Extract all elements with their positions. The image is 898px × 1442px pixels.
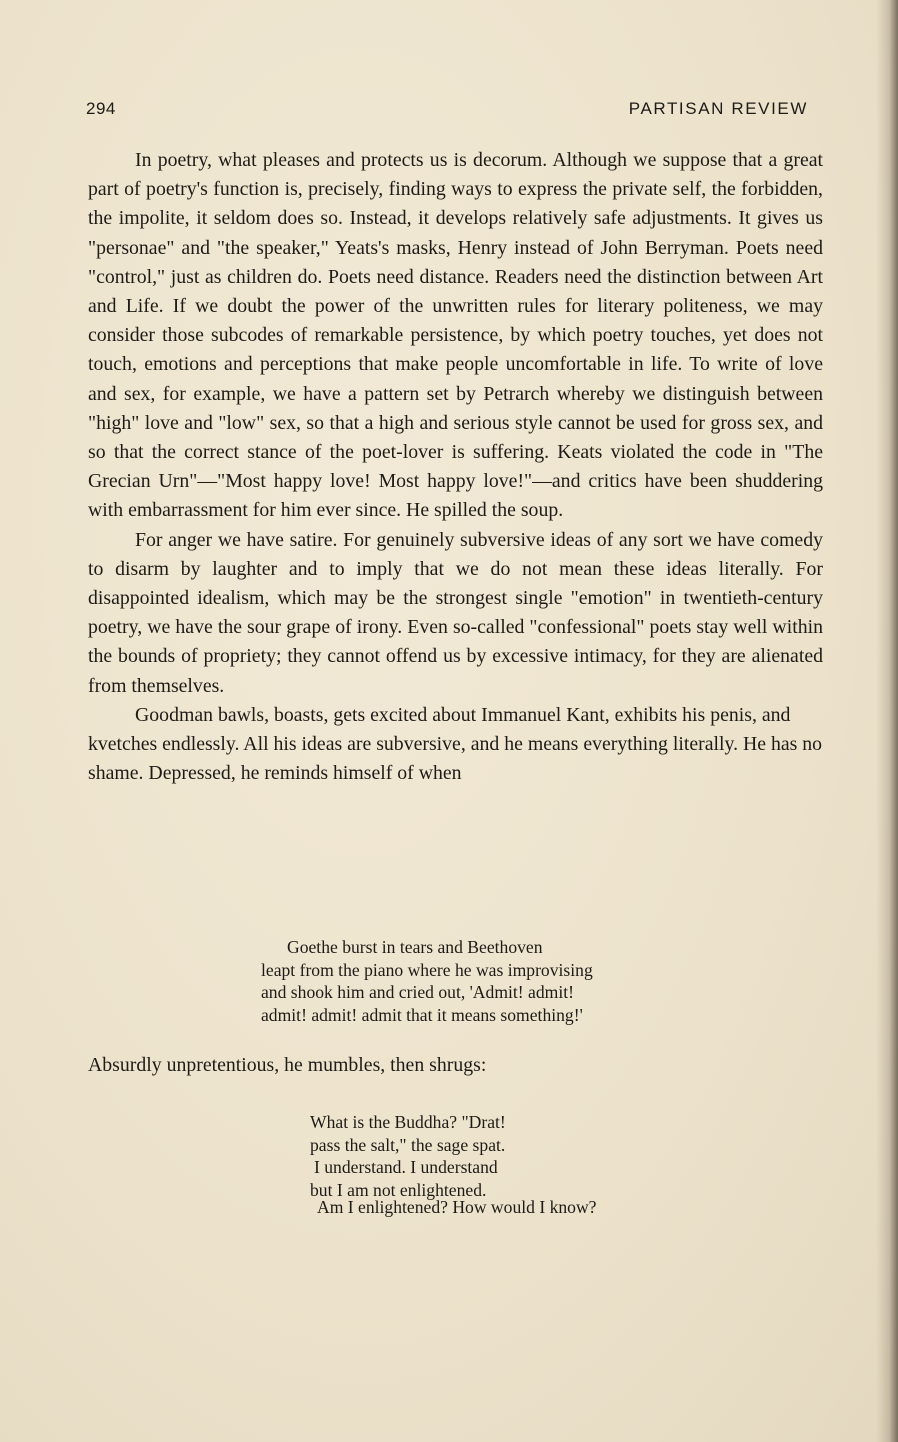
verse-line: Goethe burst in tears and Beethoven <box>287 937 543 957</box>
verse-line: I understand. I understand <box>314 1157 498 1177</box>
verse-line: What is the Buddha? "Drat! <box>310 1112 506 1132</box>
closing-question: Am I enlightened? How would I know? <box>317 1197 597 1217</box>
verse-line: but I am not enlightened. <box>310 1179 487 1200</box>
paragraph: In poetry, what pleases and protects us is decorum. Although we suppose that a great part of poetry's function is, precisely, finding ways to express the private self, the forbidden, the impolite, it seldom does so. Instead, it develops relatively safe adjustments. It gives us "personae" and "the speaker," Yeats's masks, Henry instead of John Berryman. Poets need "control," just as children do. Poets need distance. Readers need the distinction between Art and Life. If we doubt the power of the unwritten rules for literary politeness, we may consider those subcodes of remarkable persistence, by which poetry touches, yet does not touch, emotions and perceptions that make people uncomfortable in life. To write of love and sex, for example, we have a pattern set by Petrarch whereby we distinguish between "high" love and "low" sex, so that a high and serious style cannot be used for gross sex, and so that the correct stance of the poet-lover is suffering. Keats violated the code in "The Grecian Urn"—"Most happy love! Most happy love!"—and critics have been shuddering with embarrassment for him ever since. He spilled the soup. <box>88 149 823 522</box>
verse-line: leapt from the piano where he was improvising <box>261 959 593 980</box>
verse-line: admit! admit! admit that it means something!' <box>261 1004 583 1025</box>
page-edge-shadow <box>876 0 898 1442</box>
paragraph: For anger we have satire. For genuinely subversive ideas of any sort we have comedy to disarm by laughter and to imply that we do not mean these ideas literally. For disappointed idealism, which may be the strongest single "emotion" in twentieth-century poetry, we have the sour grape of irony. Even so-called "confessional" poets stay well within the bounds of propriety; they cannot offend us by excessive intimacy, for they are alienated from themselves. <box>88 528 823 697</box>
connector-sentence: Absurdly unpretentious, he mumbles, then shrugs: <box>88 1054 487 1076</box>
running-head: PARTISAN REVIEW <box>628 99 808 118</box>
page-header <box>86 99 808 123</box>
verse-quotation-goethe <box>261 936 593 1026</box>
page-number: 294 <box>86 99 116 118</box>
body-text <box>88 146 823 788</box>
paragraph: Goodman bawls, boasts, gets excited about Immanuel Kant, exhibits his penis, and kvetches endlessly. All his ideas are subversive, and he means everything literally. He has no shame. Depressed, he reminds himself of when <box>88 703 823 785</box>
verse-line: and shook him and cried out, 'Admit! admit! <box>261 982 574 1002</box>
verse-quotation-buddha <box>310 1111 506 1201</box>
verse-line: pass the salt," the sage spat. <box>310 1134 506 1155</box>
